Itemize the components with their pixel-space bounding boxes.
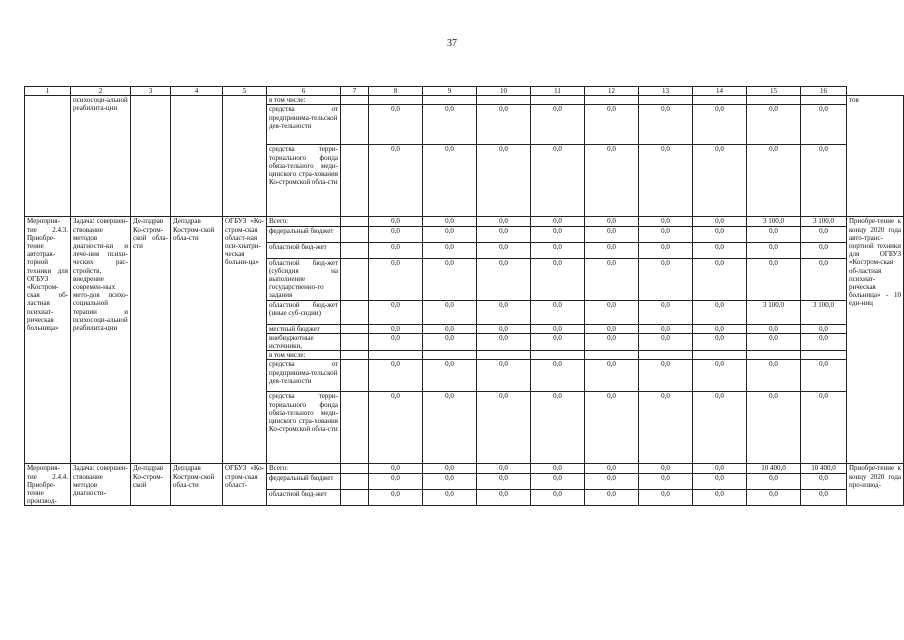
value-cell: 0,0: [369, 217, 423, 226]
spacer-cell: [341, 258, 369, 300]
value-cell: 0,0: [801, 145, 847, 217]
value-cell: 0,0: [747, 333, 801, 350]
value-cell: 0,0: [801, 360, 847, 392]
value-cell: 0,0: [747, 226, 801, 242]
value-cell: 0,0: [639, 226, 693, 242]
value-cell: [747, 96, 801, 105]
value-cell: 0,0: [477, 324, 531, 333]
value-cell: 0,0: [423, 360, 477, 392]
value-cell: 0,0: [639, 360, 693, 392]
spacer-cell: [341, 490, 369, 506]
value-cell: 0,0: [585, 333, 639, 350]
header-cell: 15: [747, 87, 801, 96]
funding-source-label: Всего:: [267, 217, 341, 226]
cell-col4: Депздрав Костром-ской обла-сти: [171, 217, 223, 464]
value-cell: 0,0: [477, 490, 531, 506]
budget-table: [24, 86, 904, 506]
spacer-cell: [341, 96, 369, 105]
spacer-cell: [341, 333, 369, 350]
funding-source-label: областной бюд-жет: [267, 242, 341, 258]
value-cell: 0,0: [747, 145, 801, 217]
value-cell: 0,0: [477, 392, 531, 464]
funding-source-label: средства от предпринима-тельской дея-тельности: [267, 360, 341, 392]
spacer-cell: [341, 473, 369, 489]
value-cell: 0,0: [585, 392, 639, 464]
value-cell: 0,0: [585, 324, 639, 333]
cell-col16: тов: [847, 96, 904, 217]
value-cell: 0,0: [801, 324, 847, 333]
value-cell: 0,0: [369, 226, 423, 242]
value-cell: 0,0: [585, 490, 639, 506]
value-cell: 0,0: [531, 145, 585, 217]
funding-source-label: федеральный бюджет: [267, 473, 341, 489]
cell-col3: Де-пздрав Ко-стром-ской обла-сти: [131, 217, 171, 464]
funding-source-label: средства терри-ториального фонда обяза-тельного меди-цинского стра-хования Ко-стромской обла-сти: [267, 392, 341, 464]
value-cell: 0,0: [477, 105, 531, 145]
cell-col3: [131, 96, 171, 217]
value-cell: 0,0: [639, 105, 693, 145]
value-cell: [585, 96, 639, 105]
value-cell: 0,0: [423, 145, 477, 217]
value-cell: 0,0: [747, 105, 801, 145]
value-cell: 0,0: [693, 226, 747, 242]
value-cell: 3 100,0: [801, 217, 847, 226]
header-cell: 12: [585, 87, 639, 96]
header-cell: 14: [693, 87, 747, 96]
value-cell: 0,0: [423, 217, 477, 226]
value-cell: 0,0: [693, 392, 747, 464]
value-cell: 0,0: [747, 473, 801, 489]
value-cell: 0,0: [747, 324, 801, 333]
header-cell: 13: [639, 87, 693, 96]
value-cell: 0,0: [693, 217, 747, 226]
value-cell: 0,0: [423, 464, 477, 473]
value-cell: 0,0: [585, 360, 639, 392]
value-cell: 0,0: [585, 464, 639, 473]
value-cell: 0,0: [369, 145, 423, 217]
cell-col5: ОГБУЗ «Ко-стром-ская област-: [223, 464, 267, 506]
value-cell: 3 100,0: [801, 300, 847, 324]
header-cell: 3: [131, 87, 171, 96]
header-cell: 8: [369, 87, 423, 96]
value-cell: 0,0: [477, 242, 531, 258]
spacer-cell: [341, 300, 369, 324]
spacer-cell: [341, 145, 369, 217]
funding-source-label: средства терри-ториального фонда обяза-тельного меди-цинского стра-хования Ко-стромской обла-сти: [267, 145, 341, 217]
value-cell: 0,0: [423, 333, 477, 350]
value-cell: [747, 351, 801, 360]
value-cell: [369, 96, 423, 105]
header-cell: 7: [341, 87, 369, 96]
value-cell: 3 100,0: [747, 300, 801, 324]
value-cell: [801, 351, 847, 360]
value-cell: [639, 96, 693, 105]
value-cell: [531, 96, 585, 105]
funding-source-label: средства от предпринима-тельской дея-тельности: [267, 105, 341, 145]
value-cell: 0,0: [477, 300, 531, 324]
value-cell: 0,0: [477, 145, 531, 217]
header-cell: 10: [477, 87, 531, 96]
value-cell: 0,0: [639, 392, 693, 464]
value-cell: 0,0: [639, 324, 693, 333]
value-cell: 0,0: [585, 473, 639, 489]
page-number: 37: [447, 38, 457, 49]
value-cell: 0,0: [531, 258, 585, 300]
value-cell: [639, 351, 693, 360]
value-cell: 0,0: [477, 226, 531, 242]
value-cell: 0,0: [423, 392, 477, 464]
value-cell: 0,0: [369, 258, 423, 300]
value-cell: 0,0: [585, 300, 639, 324]
value-cell: 0,0: [531, 392, 585, 464]
value-cell: 0,0: [423, 258, 477, 300]
value-cell: 0,0: [747, 360, 801, 392]
cell-col3: Де-пздрав Ко-стром-ской: [131, 464, 171, 506]
header-cell: 16: [801, 87, 847, 96]
value-cell: 0,0: [693, 360, 747, 392]
value-cell: 0,0: [477, 473, 531, 489]
header-cell: 4: [171, 87, 223, 96]
value-cell: 0,0: [423, 473, 477, 489]
header-row: [25, 87, 904, 96]
header-cell: 11: [531, 87, 585, 96]
value-cell: [693, 351, 747, 360]
funding-source-label: внебюджетные источники,: [267, 333, 341, 350]
value-cell: 0,0: [693, 145, 747, 217]
value-cell: 0,0: [639, 217, 693, 226]
funding-source-label: в том числе:: [267, 351, 341, 360]
value-cell: 0,0: [801, 105, 847, 145]
value-cell: 0,0: [801, 242, 847, 258]
cell-col1: [25, 96, 71, 217]
value-cell: 0,0: [801, 392, 847, 464]
value-cell: 0,0: [639, 145, 693, 217]
value-cell: [477, 96, 531, 105]
table-row: [25, 96, 904, 105]
value-cell: 0,0: [747, 392, 801, 464]
value-cell: 0,0: [477, 258, 531, 300]
value-cell: 0,0: [801, 490, 847, 506]
header-cell: 2: [71, 87, 131, 96]
value-cell: 0,0: [531, 333, 585, 350]
value-cell: 0,0: [531, 105, 585, 145]
cell-col2: Задача: совершен-ствование методов диагности-ки и лече-ния психи-ческих рас-стройств, внедрение современ-ных мето-дов психо-социальной терапии и психосоци-альной реабилита-ции: [71, 217, 131, 464]
value-cell: [369, 351, 423, 360]
funding-source-label: федеральный бюджет: [267, 226, 341, 242]
value-cell: [423, 96, 477, 105]
header-cell: 5: [223, 87, 267, 96]
value-cell: 0,0: [639, 258, 693, 300]
value-cell: 0,0: [477, 464, 531, 473]
value-cell: 0,0: [693, 105, 747, 145]
value-cell: 0,0: [693, 242, 747, 258]
value-cell: 0,0: [423, 300, 477, 324]
value-cell: 0,0: [801, 258, 847, 300]
value-cell: 0,0: [369, 490, 423, 506]
value-cell: 0,0: [531, 490, 585, 506]
cell-col2: психосоци-альной реабилита-ции: [71, 96, 131, 217]
value-cell: 0,0: [693, 333, 747, 350]
table-row: [25, 464, 904, 473]
header-cell: 6: [267, 87, 341, 96]
value-cell: 0,0: [369, 105, 423, 145]
value-cell: 0,0: [531, 242, 585, 258]
value-cell: 0,0: [747, 490, 801, 506]
cell-col5: [223, 96, 267, 217]
value-cell: 0,0: [423, 105, 477, 145]
spacer-cell: [341, 351, 369, 360]
value-cell: 0,0: [477, 333, 531, 350]
table-row: [25, 217, 904, 226]
value-cell: 10 400,0: [747, 464, 801, 473]
value-cell: 3 100,0: [747, 217, 801, 226]
value-cell: 0,0: [477, 217, 531, 226]
value-cell: 0,0: [369, 392, 423, 464]
value-cell: 0,0: [693, 464, 747, 473]
value-cell: [531, 351, 585, 360]
value-cell: 0,0: [693, 490, 747, 506]
value-cell: 0,0: [639, 333, 693, 350]
spacer-cell: [341, 392, 369, 464]
value-cell: 0,0: [639, 242, 693, 258]
value-cell: 0,0: [585, 226, 639, 242]
value-cell: 0,0: [369, 300, 423, 324]
value-cell: 0,0: [423, 226, 477, 242]
funding-source-label: областной бюд-жет (иные суб-сидии): [267, 300, 341, 324]
value-cell: 0,0: [369, 360, 423, 392]
value-cell: 0,0: [693, 324, 747, 333]
value-cell: 0,0: [585, 105, 639, 145]
value-cell: 0,0: [423, 324, 477, 333]
funding-source-label: областной бюд-жет: [267, 490, 341, 506]
value-cell: 0,0: [369, 324, 423, 333]
funding-source-label: в том числе:: [267, 96, 341, 105]
value-cell: 0,0: [531, 226, 585, 242]
cell-col4: Депздрав Костром-ской обла-сти: [171, 464, 223, 506]
value-cell: 0,0: [369, 242, 423, 258]
value-cell: 0,0: [639, 464, 693, 473]
funding-source-label: областной бюд-жет (субсидия на выполнение государственно-го задания: [267, 258, 341, 300]
cell-col16: Приобре-тение к концу 2020 года авто-транс-портной техники для ОГБУЗ «Костром-ская об-ластная психиат-рическая больница» - 10 еди-ниц: [847, 217, 904, 464]
spacer-cell: [341, 217, 369, 226]
value-cell: 0,0: [585, 217, 639, 226]
spacer-cell: [341, 105, 369, 145]
cell-col5: ОГБУЗ «Ко-стром-ская област-ная пси-хиатри-ческая больни-ца»: [223, 217, 267, 464]
value-cell: 0,0: [369, 333, 423, 350]
spacer-cell: [341, 360, 369, 392]
cell-col1: Мероприя-тие 2.4.3. Приобре-тение автотрак-торной техники для ОГБУЗ «Костром-ская об-ластная психиат-рическая больница»: [25, 217, 71, 464]
value-cell: [585, 351, 639, 360]
value-cell: 0,0: [369, 473, 423, 489]
value-cell: 0,0: [531, 217, 585, 226]
value-cell: 0,0: [585, 258, 639, 300]
header-cell: 1: [25, 87, 71, 96]
value-cell: [801, 96, 847, 105]
value-cell: 0,0: [639, 473, 693, 489]
value-cell: 0,0: [531, 324, 585, 333]
value-cell: 0,0: [747, 258, 801, 300]
cell-col4: [171, 96, 223, 217]
value-cell: [423, 351, 477, 360]
spacer-cell: [341, 324, 369, 333]
value-cell: 0,0: [747, 242, 801, 258]
value-cell: 0,0: [531, 473, 585, 489]
value-cell: 0,0: [423, 242, 477, 258]
value-cell: 0,0: [693, 258, 747, 300]
value-cell: 0,0: [801, 473, 847, 489]
spacer-cell: [341, 226, 369, 242]
value-cell: [693, 96, 747, 105]
spacer-cell: [341, 242, 369, 258]
header-cell: 9: [423, 87, 477, 96]
value-cell: 0,0: [639, 300, 693, 324]
value-cell: 0,0: [423, 490, 477, 506]
value-cell: 0,0: [531, 300, 585, 324]
value-cell: [477, 351, 531, 360]
value-cell: 0,0: [693, 300, 747, 324]
value-cell: 0,0: [585, 145, 639, 217]
value-cell: 10 400,0: [801, 464, 847, 473]
value-cell: 0,0: [531, 360, 585, 392]
value-cell: 0,0: [801, 226, 847, 242]
cell-col2: Задача: совершен-ствование методов диагности-: [71, 464, 131, 506]
funding-source-label: местный бюджет: [267, 324, 341, 333]
cell-col1: Мероприя-тие 2.4.4. Приобре-тение производ-: [25, 464, 71, 506]
cell-col16: Приобре-тение к концу 2020 года про-извод-: [847, 464, 904, 506]
spacer-cell: [341, 464, 369, 473]
value-cell: 0,0: [369, 464, 423, 473]
value-cell: 0,0: [477, 360, 531, 392]
funding-source-label: Всего:: [267, 464, 341, 473]
value-cell: 0,0: [585, 242, 639, 258]
value-cell: 0,0: [639, 490, 693, 506]
value-cell: 0,0: [531, 464, 585, 473]
value-cell: 0,0: [801, 333, 847, 350]
value-cell: 0,0: [693, 473, 747, 489]
